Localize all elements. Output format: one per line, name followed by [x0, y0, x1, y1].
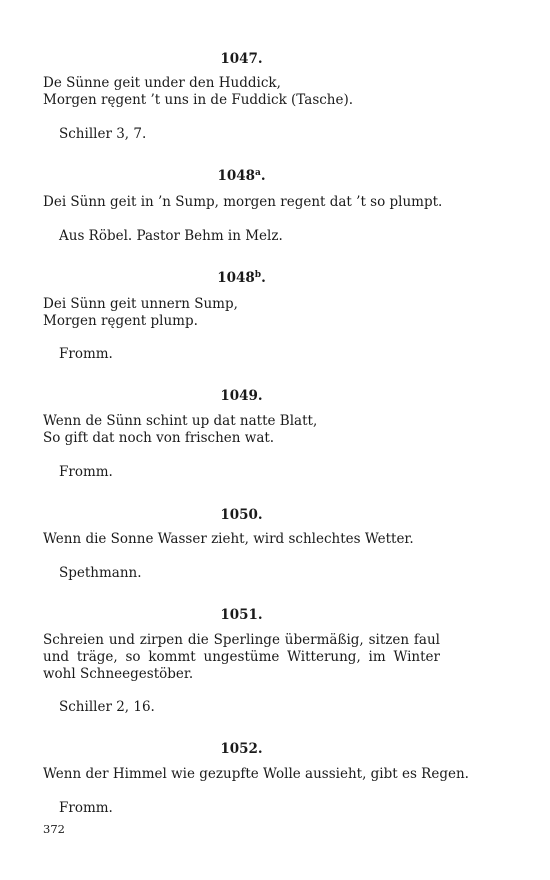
entry-text	[43, 296, 440, 330]
verse-line: Dei Sünn geit unnern Sump,	[43, 296, 238, 312]
entry-number: 1048$^b$.	[217, 270, 266, 286]
entry-number-superscript: b	[254, 270, 262, 280]
verse-line: So gift dat noch von frischen wat.	[43, 430, 275, 446]
verse-line: Morgen ręgent plump.	[43, 313, 198, 329]
verse-line: Wenn der Himmel wie gezupfte Wolle aussieht, gibt es Regen.	[43, 766, 469, 782]
entry-number: 1049.	[220, 388, 263, 404]
verse-line: Wenn de Sünn schint up dat natte Blatt,	[43, 413, 318, 429]
entry-text	[43, 766, 469, 783]
entry-source: Schiller 2, 16.	[59, 699, 155, 715]
entry-source: Fromm.	[59, 464, 113, 480]
entry-number: 1051.	[220, 607, 263, 623]
entry-text	[43, 413, 440, 447]
verse-line: Wenn die Sonne Wasser zieht, wird schlechtes Wetter.	[43, 531, 414, 547]
entry-source: Spethmann.	[59, 565, 142, 581]
entry-text	[43, 531, 440, 548]
page-body	[43, 0, 469, 880]
entry-number: 1048$^a$.	[217, 168, 266, 184]
entry-text: Schreien und zirpen die Sperlinge übermäßig, sitzen faul und träge, so kommt ungestüme Witterung, im Winter wohl Schneegestöber.	[43, 632, 440, 682]
entry-number: 1047.	[220, 51, 263, 67]
verse-line: De Sünne geit under den Huddick,	[43, 75, 281, 91]
entry-text	[43, 194, 443, 211]
entry-source: Aus Röbel. Pastor Behm in Melz.	[59, 228, 283, 244]
page-number: 372	[43, 822, 65, 836]
entry-number-superscript: a	[255, 168, 261, 178]
entry-number: 1050.	[220, 507, 263, 523]
entry-source: Fromm.	[59, 800, 113, 816]
entry-source: Schiller 3, 7.	[59, 126, 147, 142]
entry-text	[43, 75, 440, 109]
verse-line: Dei Sünn geit in ’n Sump, morgen regent dat ’t so plumpt.	[43, 194, 443, 210]
verse-line: Morgen ręgent ’t uns in de Fuddick (Tasche).	[43, 92, 354, 108]
entry-source: Fromm.	[59, 346, 113, 362]
entry-number: 1052.	[220, 741, 263, 757]
